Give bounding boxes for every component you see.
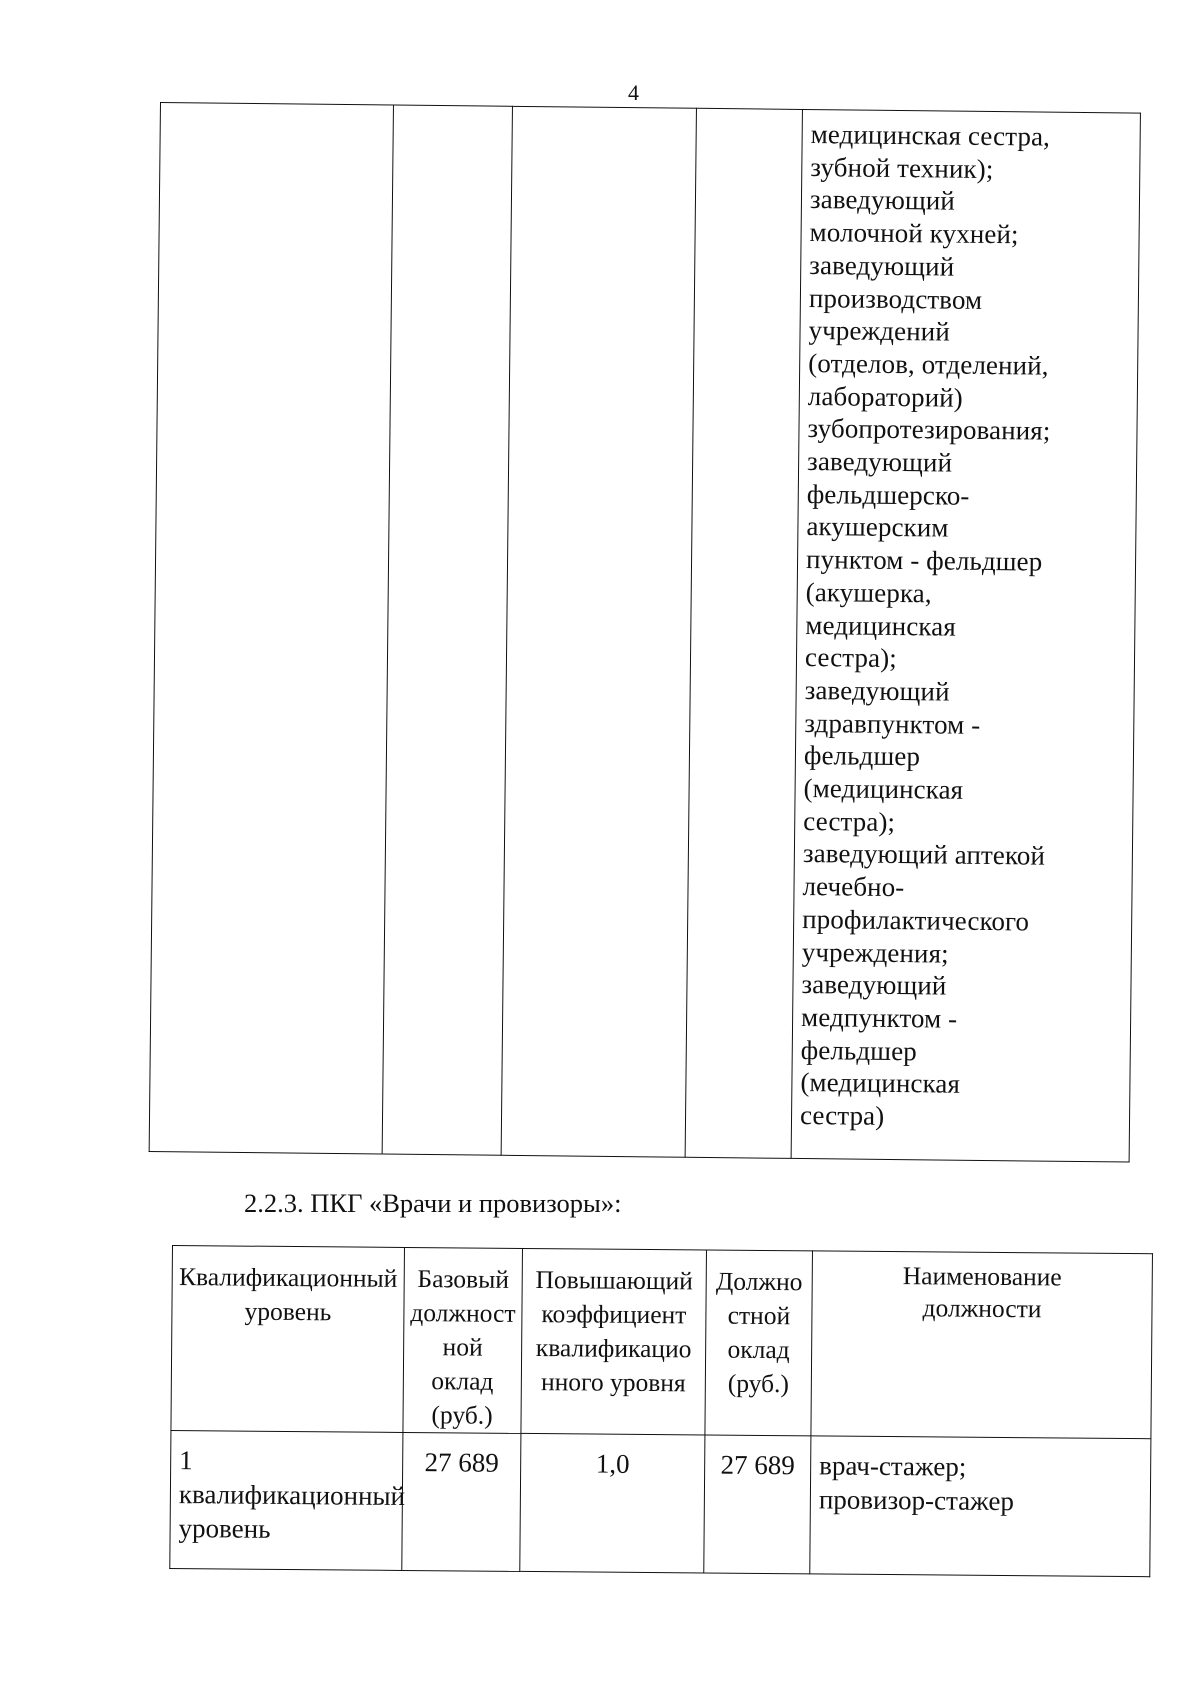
header-cell [521, 1248, 707, 1435]
header-cell [403, 1247, 523, 1433]
table-row [170, 1430, 1151, 1576]
continued-table [149, 102, 1140, 1161]
empty-cell-base-salary [382, 105, 512, 1155]
pkg-table [169, 1245, 1152, 1573]
pkg-table-grid [169, 1245, 1153, 1577]
table-cell [810, 1436, 1151, 1577]
row-coefficient: 1,0 [595, 1448, 630, 1479]
header-position-name: Наименование должности [902, 1261, 1062, 1324]
table-cell [402, 1432, 521, 1571]
continued-table-grid [149, 102, 1141, 1163]
header-salary: Должно стной оклад (руб.) [715, 1266, 803, 1399]
row-level: 1 квалификационный уровень [178, 1445, 406, 1544]
positions-cell [791, 109, 1140, 1162]
header-cell [705, 1250, 813, 1436]
table-header-row [171, 1246, 1153, 1439]
header-cell [811, 1251, 1153, 1439]
empty-cell-salary [685, 108, 802, 1158]
row-base-salary: 27 689 [424, 1447, 499, 1478]
header-coefficient: Повышающий коэффициент квалификацио нного уровня [535, 1265, 693, 1398]
table-cell [170, 1430, 406, 1570]
header-qualification-level: Квалификационный уровень [178, 1262, 398, 1327]
empty-cell-coefficient [501, 106, 696, 1157]
row-salary: 27 689 [720, 1449, 795, 1481]
section-heading: 2.2.3. ПКГ «Врачи и провизоры»: [244, 1188, 622, 1218]
empty-cell-level [149, 103, 393, 1154]
positions-list-text: медицинская сестра, зубной техник); заведующий молочной кухней; заведующий производством учреждений (отделов, отделений, лабораторий) зубопротезирования; заведующий фельдшерско- акушерским пунктом - фельдшер (акушерка, медицинская сестра); заведующий здравпунктом - фельдшер (медицинская сестра); заведующий аптекой лечебно- профилактического учреждения; заведующий медпунктом - фельдшер (медицинская сестра) [799, 119, 1051, 1131]
table-cell [704, 1435, 811, 1574]
header-base-salary: Базовый должност ной оклад (руб.) [410, 1264, 516, 1430]
row-positions: врач-стажер; провизор-стажер [818, 1450, 1015, 1517]
page-number: 4 [628, 80, 639, 105]
header-cell [171, 1246, 405, 1433]
table-cell [520, 1433, 705, 1573]
